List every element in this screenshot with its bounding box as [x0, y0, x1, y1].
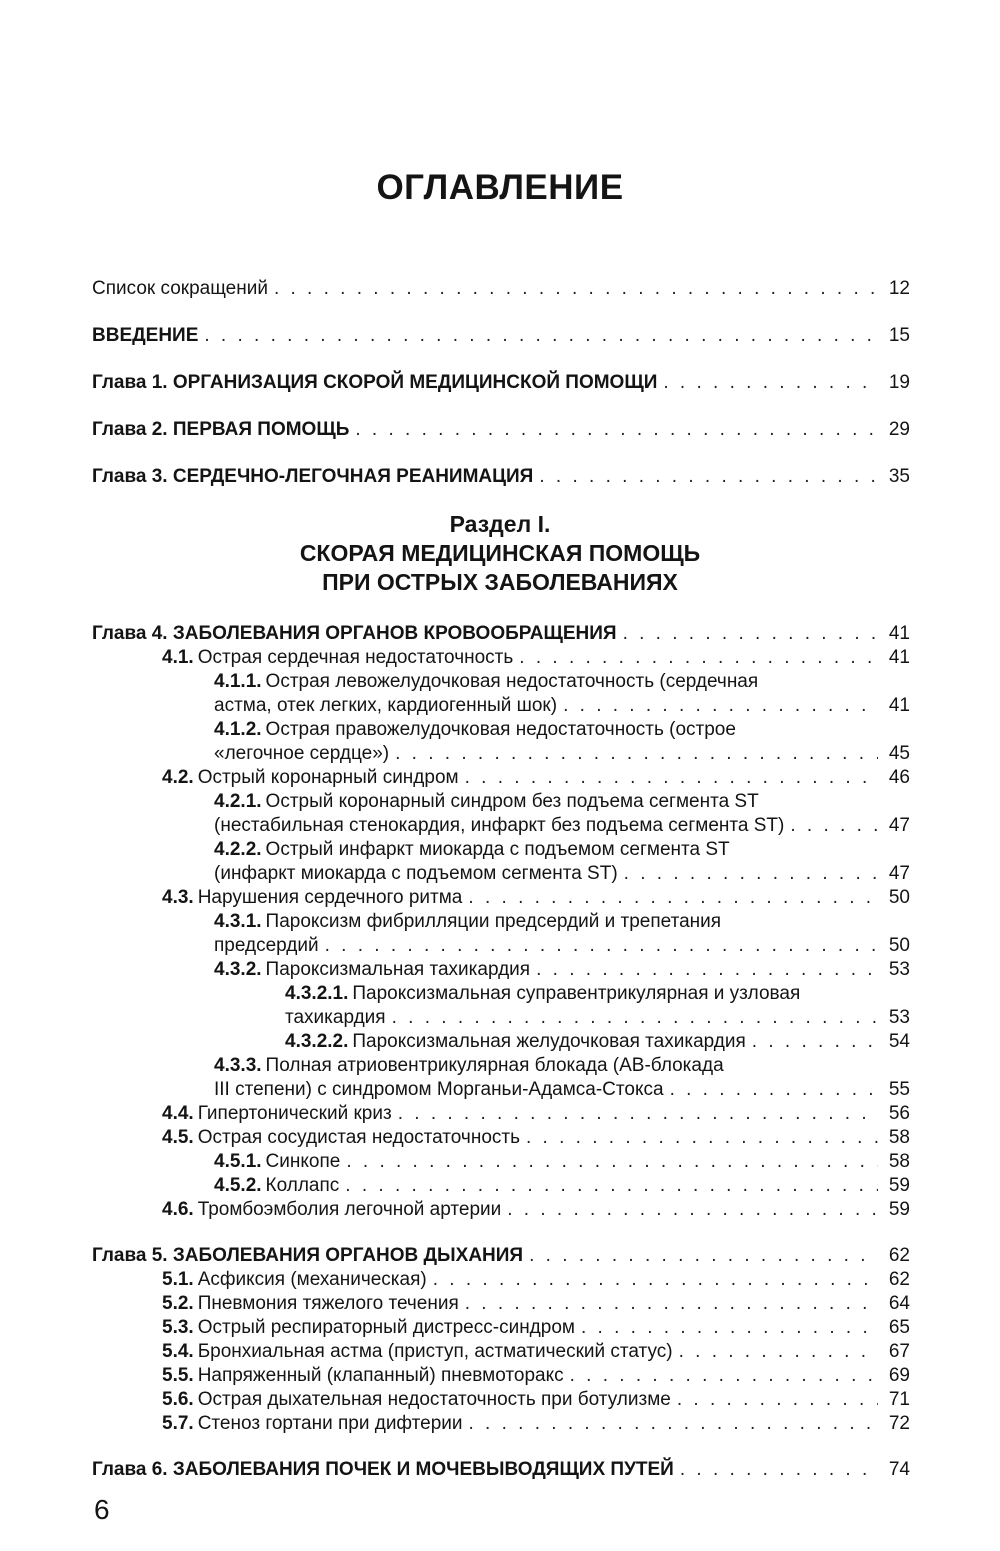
toc-entry-label: Полная атриовентрикулярная блокада (АВ-блокада — [265, 1055, 724, 1076]
toc-page-number: 50 — [888, 887, 910, 908]
dot-leader — [526, 1126, 878, 1150]
toc-page-number: 59 — [888, 1175, 910, 1196]
toc-entry-label: Острый респираторный дистресс-синдром — [197, 1317, 575, 1338]
dot-leader — [680, 1458, 878, 1482]
section-number: Раздел I. — [449, 511, 551, 537]
toc-entry-number: 5.1. — [162, 1269, 194, 1290]
section-heading — [0, 510, 1000, 597]
toc-entry-number: 4.3.3. — [214, 1055, 262, 1076]
dot-leader — [395, 742, 878, 766]
toc-entry-4-3-2-2 — [92, 1030, 910, 1054]
toc-entry-4-3 — [92, 886, 910, 910]
toc-page-number: 50 — [888, 935, 910, 956]
toc-page-number: 47 — [888, 815, 910, 836]
toc-page-number: 58 — [888, 1151, 910, 1172]
toc-page-number: 62 — [888, 1269, 910, 1290]
dot-leader — [465, 1292, 878, 1316]
dot-leader — [581, 1316, 878, 1340]
toc-entry-number: 4.3.1. — [214, 911, 262, 932]
page-number: 6 — [94, 1494, 110, 1525]
dot-leader — [570, 1364, 878, 1388]
toc-entry-4-6 — [92, 1198, 910, 1222]
toc-page-number: 45 — [888, 743, 910, 764]
toc-entry-label: Глава 1. ОРГАНИЗАЦИЯ СКОРОЙ МЕДИЦИНСКОЙ ПОМОЩИ — [92, 372, 658, 393]
section-title-line-1: СКОРАЯ МЕДИЦИНСКАЯ ПОМОЩЬ — [299, 540, 701, 566]
toc-page-number: 19 — [888, 372, 910, 393]
dot-leader — [519, 646, 878, 670]
toc-entry-number: 4.5. — [162, 1127, 194, 1148]
toc-entry-label: ВВЕДЕНИЕ — [92, 325, 199, 346]
toc-entry-5-6 — [92, 1388, 910, 1412]
toc-page-number: 53 — [888, 959, 910, 980]
toc-page-number: 29 — [888, 419, 910, 440]
toc-entry-label: Острая сосудистая недостаточность — [197, 1127, 520, 1148]
toc-page-number: 74 — [888, 1459, 910, 1480]
toc-page-number: 53 — [888, 1007, 910, 1028]
toc-entry-label: Нарушения сердечного ритма — [197, 887, 463, 908]
toc-entry-4-2 — [92, 766, 910, 790]
toc-entry-number: 4.3.2.1. — [285, 983, 349, 1004]
dot-leader — [468, 886, 878, 910]
toc-entry-label: Напряженный (клапанный) пневмоторакс — [197, 1365, 564, 1386]
dot-leader — [663, 371, 878, 395]
toc-entry-label-cont: предсердий — [214, 935, 319, 956]
dot-leader — [539, 465, 878, 489]
toc-entry-label: Острая сердечная недостаточность — [197, 647, 514, 668]
toc-page-number: 59 — [888, 1199, 910, 1220]
dot-leader — [345, 1174, 878, 1198]
toc-entry-number: 4.2.1. — [214, 791, 262, 812]
page-title: ОГЛАВЛЕНИЕ — [376, 168, 624, 207]
dot-leader — [752, 1030, 878, 1054]
toc-entry-5-5 — [92, 1364, 910, 1388]
toc-entry-number: 5.2. — [162, 1293, 194, 1314]
toc-entry-number: 5.6. — [162, 1389, 194, 1410]
toc-entry-number: 4.3.2. — [214, 959, 262, 980]
dot-leader — [679, 1340, 878, 1364]
toc-entry-abbreviations — [92, 277, 910, 301]
toc-entry-4-1-1 — [92, 670, 910, 718]
toc-page-number: 41 — [888, 647, 910, 668]
toc-entry-chapter-5 — [92, 1244, 910, 1268]
toc-entry-4-5 — [92, 1126, 910, 1150]
toc-entry-5-3 — [92, 1316, 910, 1340]
toc-entry-label: Пароксизмальная тахикардия — [265, 959, 531, 980]
toc-page-number: 58 — [888, 1127, 910, 1148]
toc-top-list — [92, 277, 910, 489]
toc-entry-label: Стеноз гортани при дифтерии — [197, 1413, 463, 1434]
toc-page-number: 12 — [888, 278, 910, 299]
toc-entry-number: 4.2. — [162, 767, 194, 788]
toc-entry-label: Пневмония тяжелого течения — [197, 1293, 459, 1314]
toc-page-number: 55 — [888, 1079, 910, 1100]
toc-entry-4-5-1 — [92, 1150, 910, 1174]
dot-leader — [529, 1244, 878, 1268]
dot-leader — [346, 1150, 878, 1174]
toc-page-number: 46 — [888, 767, 910, 788]
toc-entry-number: 4.3. — [162, 887, 194, 908]
toc-entry-label: Глава 4. ЗАБОЛЕВАНИЯ ОРГАНОВ КРОВООБРАЩЕНИЯ — [92, 623, 617, 644]
toc-entry-label: Глава 5. ЗАБОЛЕВАНИЯ ОРГАНОВ ДЫХАНИЯ — [92, 1245, 524, 1266]
toc-entry-chapter-1 — [92, 371, 910, 395]
toc-entry-label: Глава 6. ЗАБОЛЕВАНИЯ ПОЧЕК И МОЧЕВЫВОДЯЩИХ ПУТЕЙ — [92, 1459, 674, 1480]
toc-entry-label: Синкопе — [265, 1151, 341, 1172]
toc-entry-number: 4.5.2. — [214, 1175, 262, 1196]
toc-entry-number: 4.2.2. — [214, 839, 262, 860]
toc-entry-label: Глава 2. ПЕРВАЯ ПОМОЩЬ — [92, 419, 350, 440]
toc-entry-label: Острый инфаркт миокарда с подъемом сегмента ST — [265, 839, 730, 860]
toc-entry-number: 5.7. — [162, 1413, 194, 1434]
toc-entry-label-cont: III степени) с синдромом Морганьи-Адамса-Стокса — [214, 1079, 664, 1100]
toc-entry-number: 5.3. — [162, 1317, 194, 1338]
toc-page-number: 72 — [888, 1413, 910, 1434]
toc-page-number: 41 — [888, 695, 910, 716]
toc-entry-label: Бронхиальная астма (приступ, астматический статус) — [197, 1341, 673, 1362]
toc-entry-label: Тромбоэмболия легочной артерии — [197, 1199, 502, 1220]
toc-entry-number: 5.4. — [162, 1341, 194, 1362]
dot-leader — [433, 1268, 878, 1292]
toc-entry-number: 4.5.1. — [214, 1151, 262, 1172]
toc-page-number: 47 — [888, 863, 910, 884]
toc-entry-chapter-4 — [92, 622, 910, 646]
toc-entry-number: 4.1.2. — [214, 719, 262, 740]
toc-entry-number: 4.1. — [162, 647, 194, 668]
toc-entry-number: 4.4. — [162, 1103, 194, 1124]
toc-page-number: 64 — [888, 1293, 910, 1314]
toc-entry-label-cont: тахикардия — [285, 1007, 386, 1028]
toc-entry-label-cont: астма, отек легких, кардиогенный шок) — [214, 695, 558, 716]
dot-leader — [507, 1198, 878, 1222]
toc-entry-label: Пароксизмальная суправентрикулярная и узловая — [352, 983, 801, 1004]
toc-entry-4-4 — [92, 1102, 910, 1126]
toc-entry-label: Острая правожелудочковая недостаточность (острое — [265, 719, 736, 740]
toc-page-number: 41 — [888, 623, 910, 644]
dot-leader — [563, 694, 878, 718]
toc-entry-chapter-6 — [92, 1458, 910, 1482]
dot-leader — [465, 766, 878, 790]
toc-entry-5-7 — [92, 1412, 910, 1436]
toc-entry-number: 4.3.2.2. — [285, 1031, 349, 1052]
toc-entry-label-cont: (нестабильная стенокардия, инфаркт без подъема сегмента ST) — [214, 815, 785, 836]
dot-leader — [469, 1412, 879, 1436]
dot-leader — [204, 324, 878, 348]
dot-leader — [392, 1006, 878, 1030]
toc-entry-number: 4.6. — [162, 1199, 194, 1220]
dot-leader — [677, 1388, 878, 1412]
toc-entry-4-1-2 — [92, 718, 910, 766]
toc-entry-4-5-2 — [92, 1174, 910, 1198]
toc-entry-chapter-2 — [92, 418, 910, 442]
toc-page-number: 15 — [888, 325, 910, 346]
toc-entry-chapter-3 — [92, 465, 910, 489]
toc-entry-label: Асфиксия (механическая) — [197, 1269, 427, 1290]
toc-entry-4-3-2-1 — [92, 982, 910, 1030]
toc-page-number: 65 — [888, 1317, 910, 1338]
dot-leader — [790, 814, 878, 838]
toc-entry-label-cont: «легочное сердце») — [214, 743, 390, 764]
toc-entry-4-3-3 — [92, 1054, 910, 1102]
toc-entry-5-2 — [92, 1292, 910, 1316]
toc-page-number: 67 — [888, 1341, 910, 1362]
toc-entry-label: Острая дыхательная недостаточность при ботулизме — [197, 1389, 671, 1410]
toc-page-number: 62 — [888, 1245, 910, 1266]
toc-page-number: 71 — [888, 1389, 910, 1410]
dot-leader — [355, 418, 878, 442]
toc-entry-label: Глава 3. СЕРДЕЧНО-ЛЕГОЧНАЯ РЕАНИМАЦИЯ — [92, 466, 534, 487]
toc-section-list — [92, 622, 910, 1482]
dot-leader — [623, 622, 878, 646]
dot-leader — [536, 958, 878, 982]
dot-leader — [624, 862, 878, 886]
toc-entry-4-2-2 — [92, 838, 910, 886]
toc-entry-introduction — [92, 324, 910, 348]
toc-entry-label: Список сокращений — [92, 278, 268, 299]
toc-page-number: 56 — [888, 1103, 910, 1124]
toc-entry-5-4 — [92, 1340, 910, 1364]
toc-entry-label-cont: (инфаркт миокарда с подъемом сегмента ST) — [214, 863, 618, 884]
toc-entry-label: Острый коронарный синдром — [197, 767, 459, 788]
toc-entry-label: Гипертонический криз — [197, 1103, 392, 1124]
toc-entry-label: Острая левожелудочковая недостаточность (сердечная — [265, 671, 759, 692]
toc-entry-number: 4.1.1. — [214, 671, 262, 692]
toc-entry-label: Пароксизмальная желудочковая тахикардия — [352, 1031, 746, 1052]
toc-entry-label: Коллапс — [265, 1175, 340, 1196]
toc-entry-5-1 — [92, 1268, 910, 1292]
toc-page-number: 69 — [888, 1365, 910, 1386]
toc-entry-4-3-1 — [92, 910, 910, 958]
toc-entry-label: Острый коронарный синдром без подъема сегмента ST — [265, 791, 759, 812]
toc-entry-4-3-2 — [92, 958, 910, 982]
toc-page-number: 54 — [888, 1031, 910, 1052]
toc-entry-4-1 — [92, 646, 910, 670]
toc-entry-4-2-1 — [92, 790, 910, 838]
dot-leader — [325, 934, 878, 958]
dot-leader — [398, 1102, 878, 1126]
toc-entry-number: 5.5. — [162, 1365, 194, 1386]
toc-entry-label: Пароксизм фибрилляции предсердий и трепетания — [265, 911, 722, 932]
toc-page-number: 35 — [888, 466, 910, 487]
section-title-line-2: ПРИ ОСТРЫХ ЗАБОЛЕВАНИЯХ — [322, 569, 678, 595]
dot-leader — [274, 277, 878, 301]
dot-leader — [670, 1078, 878, 1102]
